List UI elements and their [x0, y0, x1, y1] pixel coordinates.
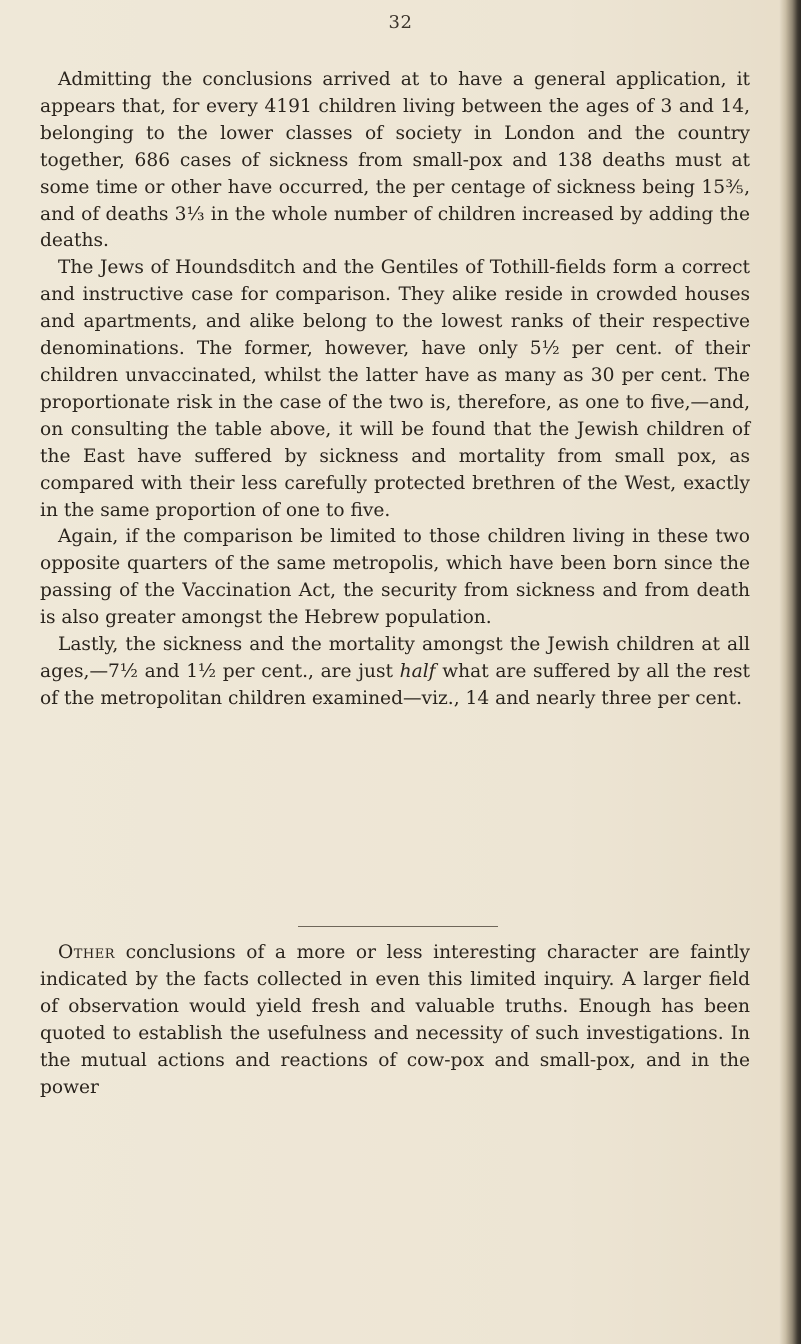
main-text — [40, 67, 750, 713]
paragraph-admitting: Admitting the conclusions arrived at to have a general application, it appears that, for every 4191 children living between the ages of 3 and 14, belonging to the lower classes of society in London and the country together, 686 cases of sickness from small-pox and 138 deaths must at some time or other have occurred, the per centage of sickness being 15⅗, and of deaths 3⅓ in the whole number of children increased by adding the deaths. — [40, 69, 750, 252]
paragraph-lastly-text-start: Lastly, the sickness and the mortality amongst the Jewish children at all ages,—7½ and 1½ per cent., are just — [40, 634, 750, 682]
book-binding-edge — [779, 0, 801, 1344]
closing-text — [40, 940, 750, 1101]
paragraph-other-conclusions — [40, 940, 750, 1101]
paragraph-again: Again, if the comparison be limited to those children living in these two opposite quarters of the same metropolis, which have been born since the passing of the Vaccination Act, the security from sickness and from death is also greater amongst the Hebrew population. — [40, 526, 750, 629]
paragraph-lastly-text-end: what are suffered by all the rest of the metropolitan children examined—viz., 14 and nearly three per cent. — [40, 660, 750, 709]
section-divider — [298, 926, 498, 927]
paragraph-jews-gentiles: The Jews of Houndsditch and the Gentiles of Tothill-fields form a correct and instructive case for comparison. They alike reside in crowded houses and apartments, and alike belong to the lowest ranks of their respective denominations. The former, however, have only 5½ per cent. of their children unvaccinated, whilst the latter have as many as 30 per cent. The proportionate risk in the case of the two is, therefore, as one to five,—and, on consulting the table above, it will be found that the Jewish children of the East have suffered by sickness and mortality from small pox, as compared with their less carefully protected brethren of the West, exactly in the same proportion of one to five. — [40, 257, 750, 521]
paragraph-lead-word: Other — [58, 942, 116, 963]
emphasis-half: half — [399, 660, 436, 682]
paragraph-lastly — [40, 632, 750, 713]
paragraph-other-conclusions-text: conclusions of a more or less interesting character are faintly indicated by the facts collected in even this limited inquiry. A larger field of observation would yield fresh and valuable truths. Enough has been quoted to establish the usefulness and necessity of such investigations. In the mutual actions and reactions of cow-pox and small-pox, and in the power — [40, 942, 750, 1098]
page-number: 32 — [388, 12, 413, 33]
